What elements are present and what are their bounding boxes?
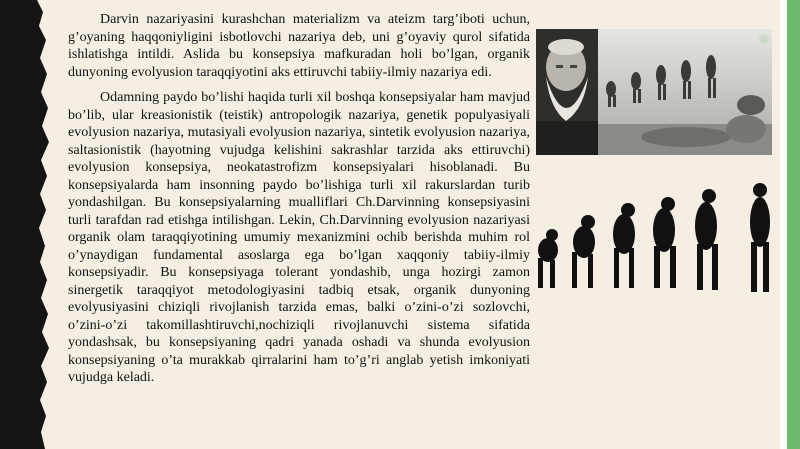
green-accent-bar [787, 0, 800, 449]
darwin-portrait-icon [536, 29, 772, 155]
darwin-collage-image [536, 29, 772, 155]
paragraph-1: Darvin nazariyasini kurashchan materializm va ateizm targ’iboti uchun, g’oyaning haqqoniyligini isbotlovchi nazariya deb, uni g’oyaviy qurol sifatida ishlatishga intildi. Aslida bu konsepsiya mafkuradan holi bo’lgan, organik dunyoning evolyusion taraqqiyotini aks ettiruvchi tabiiy-ilmiy nazariya edi. [68, 12, 530, 80]
body-text [68, 11, 530, 387]
evolution-silhouette-icon [532, 180, 782, 298]
right-accent-stripe [780, 0, 800, 449]
evolution-silhouettes-image [532, 180, 782, 298]
torn-edge-decoration [37, 0, 51, 449]
left-decorative-band [0, 0, 50, 449]
paragraph-2: Odamning paydo bo’lishi haqida turli xil boshqa konsepsiyalar ham mavjud bo’lib, ular kreasionistik (teistik) antropologik nazariya, genetik populyasiyali evolyusion nazariya, mutasiyali evolyusion nazariya, sintetik evolyusion nazariya, saltasionistik (hayotning vujudga kelishini sakrashlar tarzida aks ettiruvchi) evolyusion konsepsiya, neokatastrofizm konsepsiyalari hisoblanadi. Bu konsepsiyalarda ham insonning paydo bo’lishiga turli xil rakurslardan turib yondashilgan. Bu konsepsiyalarning mualliflari Ch.Darvinning konsepsiyasini turli tarafdan rad etishga intilishgan. Lekin, Ch.Darvinning evolyusion nazariyasi organik olam taraqqiyotining umumiy mexanizmini ochib berishda muhim rol o’ynaydigan fundamental asoslarga ega bo’lgan xaqqoniy tabiiy-ilmiy konsepsiyadir. Bu konsepsiyaga tolerant yondashib, unga hozirgi zamon sinergetik taraqqiyot metodologiyasini tadbiq etsak, organik dunyoning evolyusiyasini chiziqli rivojlanish tarzida emas, balki o’zini-o’zi sozlovchi, o’zini-o’zi takomillashtiruvchi,nochiziqli rivojlanuvchi sistema sifatida yondashsak, bu konsepsiyaning qadri yanada oshadi va shunda evolyusion konsepsiyaning o’ta murakkab qirralarini ham to’g’ri anglab yetish imkoniyati vujudga keladi. [68, 90, 530, 385]
